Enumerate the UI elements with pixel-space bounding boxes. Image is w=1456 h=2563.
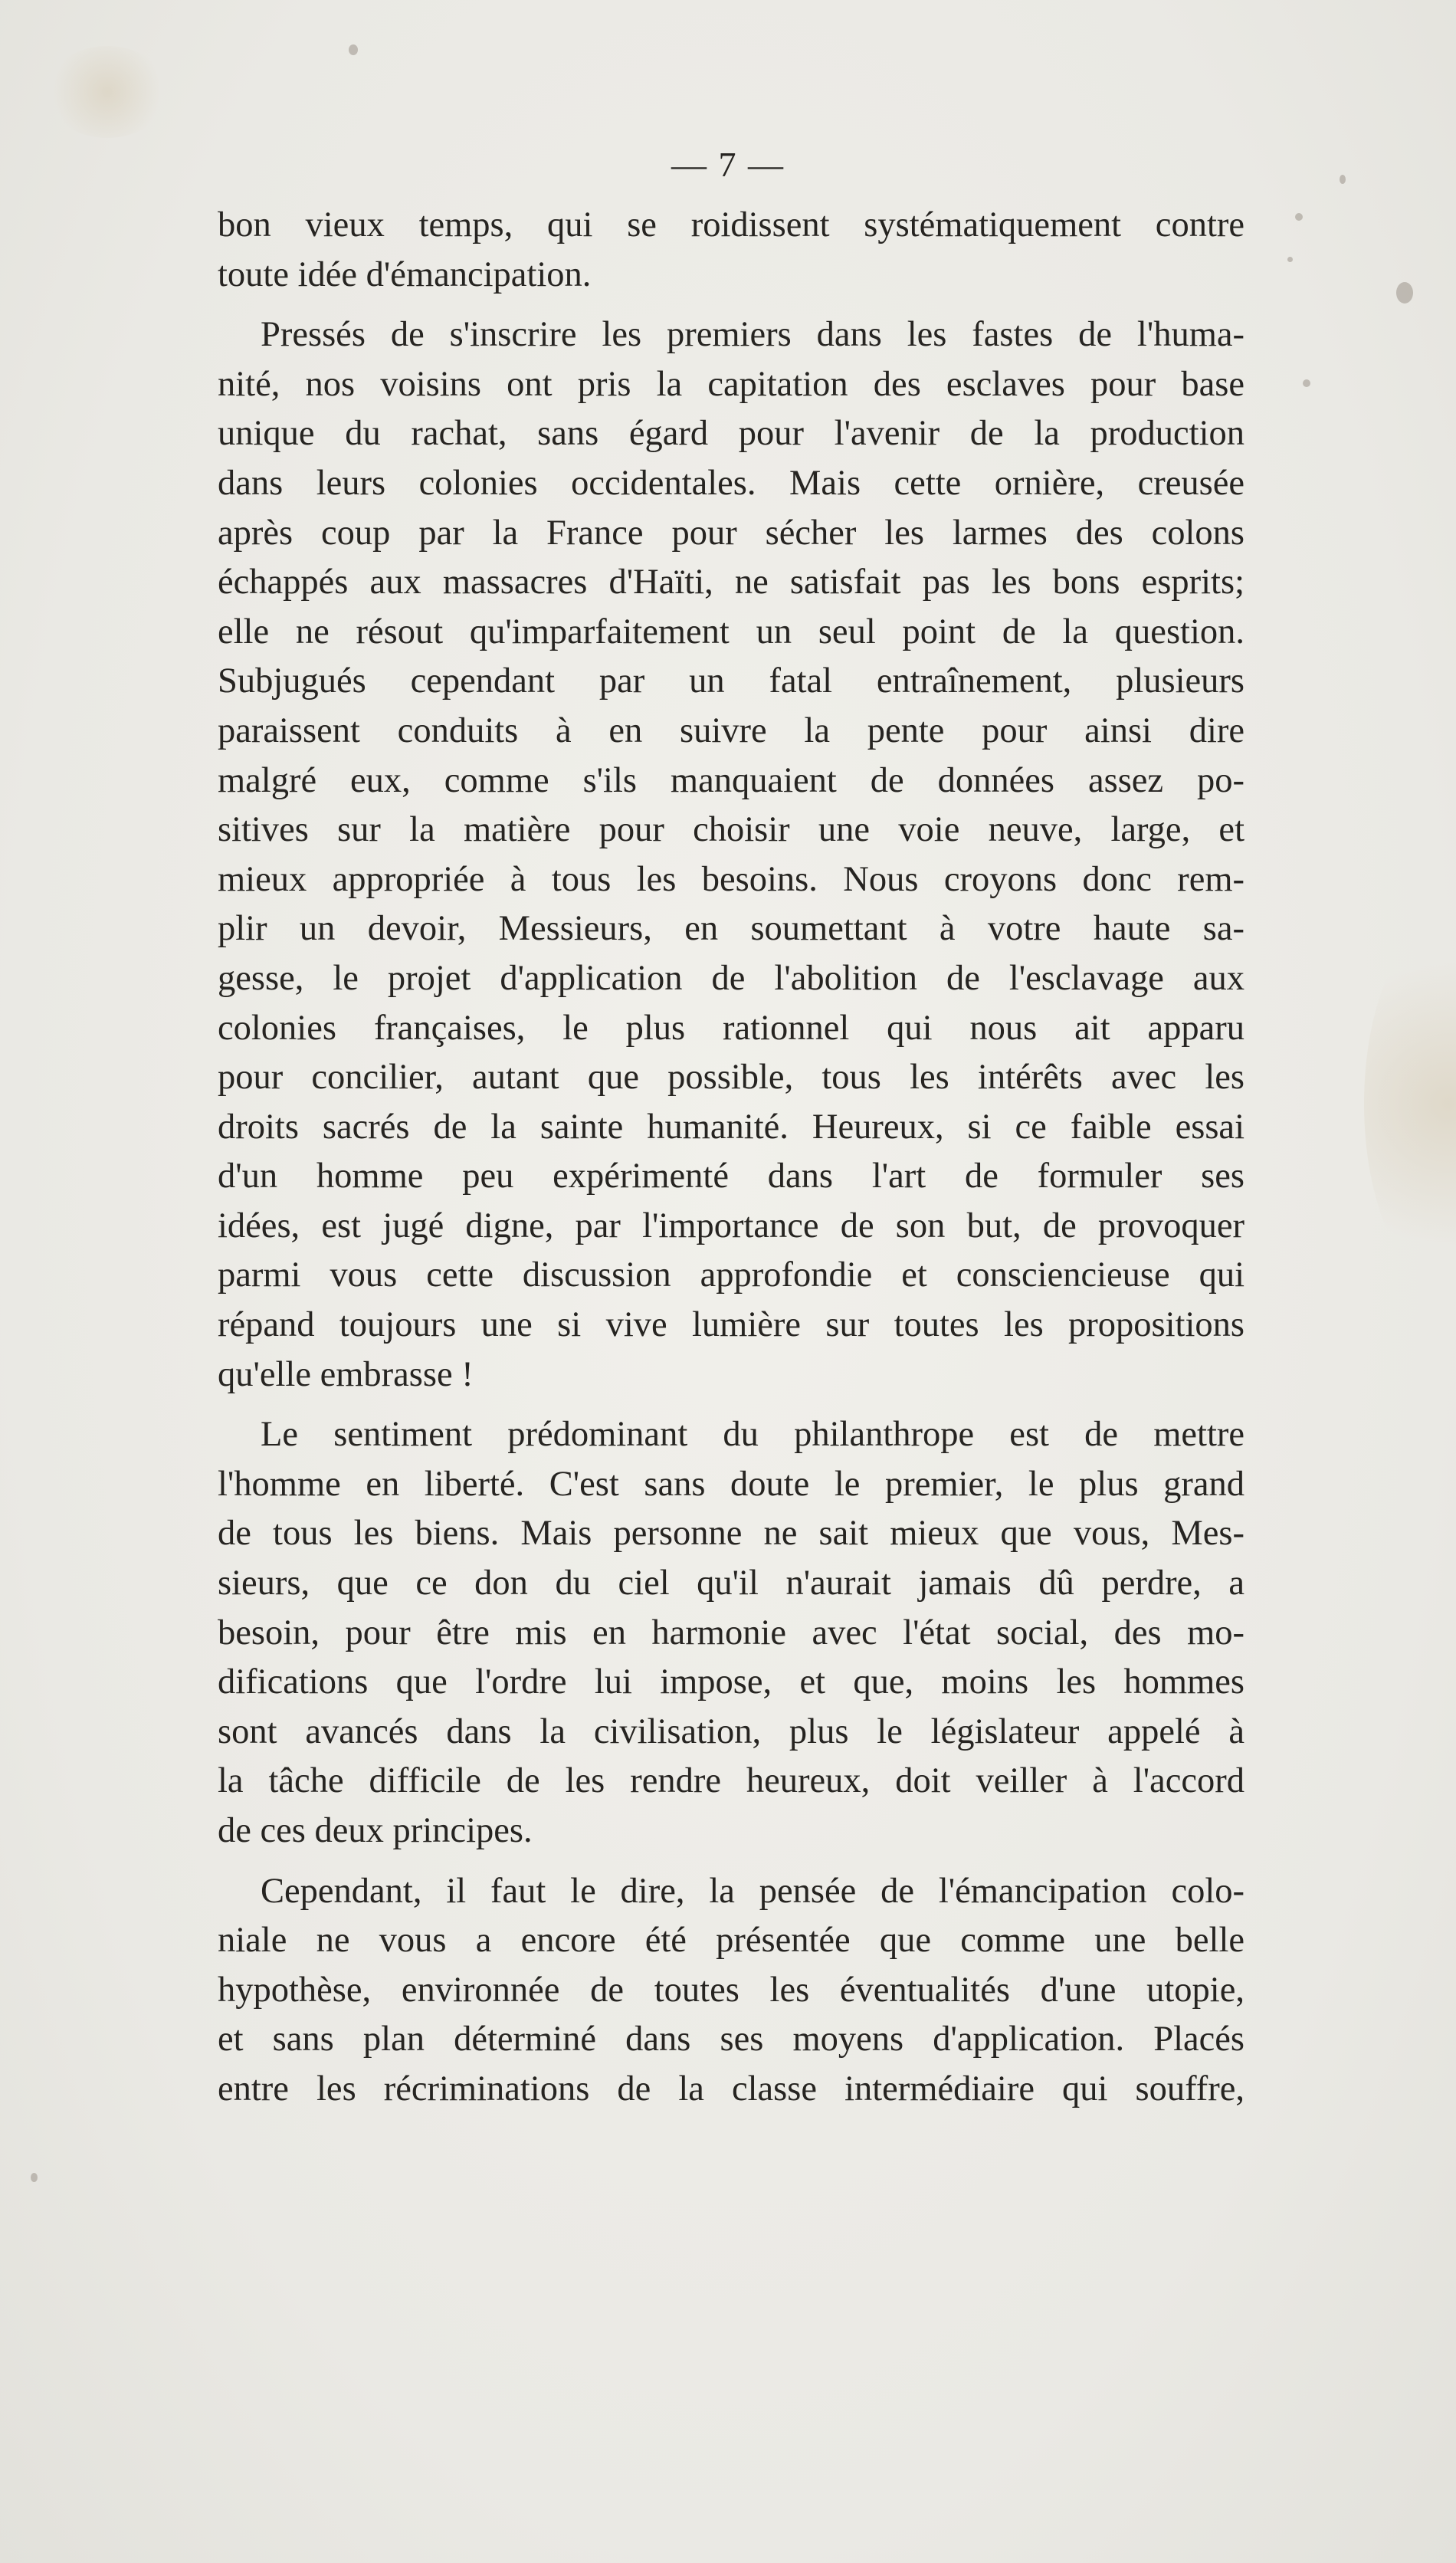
text-line: besoin, pour être mis en harmonie avec l'état social, des mo- bbox=[218, 1613, 1244, 1652]
text-line: plir un devoir, Messieurs, en soumettant à votre haute sa- bbox=[218, 909, 1244, 949]
text-line: bon vieux temps, qui se roidissent systématiquement contre bbox=[218, 205, 1244, 244]
paper-stain bbox=[1364, 920, 1456, 1288]
body-text bbox=[218, 201, 1244, 2115]
paper-speck bbox=[1287, 257, 1293, 262]
paragraph-start-line: Cependant, il faut le dire, la pensée de l'émancipation colo- bbox=[261, 1871, 1244, 1911]
page-number: — 7 — bbox=[671, 145, 785, 184]
text-line: elle ne résout qu'imparfaitement un seul point de la question. bbox=[218, 612, 1244, 651]
text-line: après coup par la France pour sécher les larmes des colons bbox=[218, 513, 1244, 553]
text-line: pour concilier, autant que possible, tous les intérêts avec les bbox=[218, 1058, 1244, 1098]
paper-stain bbox=[46, 46, 169, 138]
paper-speck bbox=[31, 2173, 38, 2182]
text-line: échappés aux massacres d'Haïti, ne satisfait pas les bons esprits; bbox=[218, 563, 1244, 602]
paper-speck bbox=[349, 44, 358, 55]
text-line: entre les récriminations de la classe intermédiaire qui souffre, bbox=[218, 2069, 1244, 2108]
text-line: parmi vous cette discussion approfondie et consciencieuse qui bbox=[218, 1255, 1244, 1295]
text-line: sieurs, que ce don du ciel qu'il n'aurait jamais dû perdre, a bbox=[218, 1564, 1244, 1603]
text-line: de tous les biens. Mais personne ne sait mieux que vous, Mes- bbox=[218, 1514, 1244, 1554]
text-line: idées, est jugé digne, par l'importance de son but, de provoquer bbox=[218, 1206, 1244, 1245]
paper-speck bbox=[1396, 282, 1413, 304]
paper-speck bbox=[1295, 213, 1303, 221]
text-line: colonies françaises, le plus rationnel qui nous ait apparu bbox=[218, 1008, 1244, 1048]
text-line: sitives sur la matière pour choisir une voie neuve, large, et bbox=[218, 810, 1244, 850]
text-line: niale ne vous a encore été présentée que comme une belle bbox=[218, 1921, 1244, 1961]
text-line: répand toujours une si vive lumière sur toutes les propositions bbox=[218, 1305, 1244, 1345]
paragraph-start-line: Pressés de s'inscrire les premiers dans les fastes de l'huma- bbox=[261, 315, 1244, 355]
text-line: Subjugués cependant par un fatal entraînement, plusieurs bbox=[218, 661, 1244, 701]
text-line: la tâche difficile de les rendre heureux, doit veiller à l'accord bbox=[218, 1761, 1244, 1801]
text-line: qu'elle embrasse ! bbox=[218, 1354, 474, 1394]
text-line: d'un homme peu expérimenté dans l'art de formuler ses bbox=[218, 1157, 1244, 1196]
text-line: gesse, le projet d'application de l'abolition de l'esclavage aux bbox=[218, 958, 1244, 998]
text-line: malgré eux, comme s'ils manquaient de données assez po- bbox=[218, 760, 1244, 800]
text-line: et sans plan déterminé dans ses moyens d'application. Placés bbox=[218, 2020, 1244, 2059]
text-line: dans leurs colonies occidentales. Mais cette ornière, creusée bbox=[218, 463, 1244, 503]
text-line: unique du rachat, sans égard pour l'avenir de la production bbox=[218, 414, 1244, 454]
text-line: sont avancés dans la civilisation, plus le législateur appelé à bbox=[218, 1711, 1244, 1751]
text-line: mieux appropriée à tous les besoins. Nous croyons donc rem- bbox=[218, 859, 1244, 899]
text-line: toute idée d'émancipation. bbox=[218, 254, 592, 294]
text-line: de ces deux principes. bbox=[218, 1811, 533, 1850]
text-line: difications que l'ordre lui impose, et que, moins les hommes bbox=[218, 1662, 1244, 1702]
text-line: nité, nos voisins ont pris la capitation des esclaves pour base bbox=[218, 364, 1244, 404]
paragraph-start-line: Le sentiment prédominant du philanthrope est de mettre bbox=[261, 1415, 1244, 1455]
paper-speck bbox=[1303, 379, 1310, 387]
text-line: l'homme en liberté. C'est sans doute le premier, le plus grand bbox=[218, 1464, 1244, 1504]
text-line: hypothèse, environnée de toutes les éventualités d'une utopie, bbox=[218, 1970, 1244, 2010]
text-line: paraissent conduits à en suivre la pente pour ainsi dire bbox=[218, 710, 1244, 750]
text-line: droits sacrés de la sainte humanité. Heureux, si ce faible essai bbox=[218, 1107, 1244, 1147]
